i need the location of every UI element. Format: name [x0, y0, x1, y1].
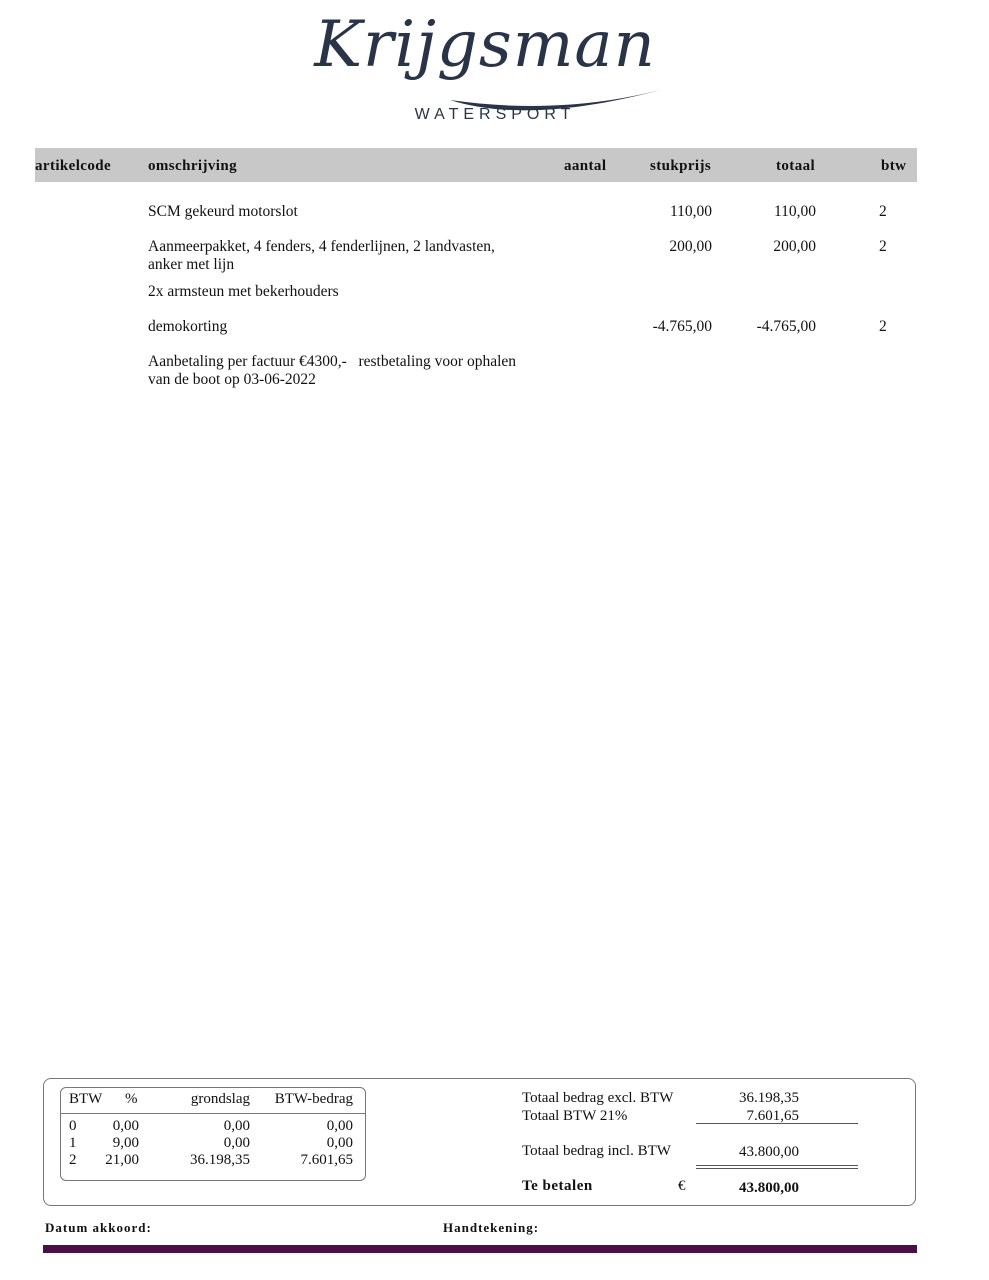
row-description-cont: van de boot op 03-06-2022 [148, 371, 316, 388]
vat-amount: 0,00 [326, 1118, 353, 1134]
total-excl-label: Totaal bedrag excl. BTW [522, 1090, 674, 1106]
row-description: SCM gekeurd motorslot [148, 203, 298, 220]
vat-amount: 0,00 [326, 1135, 353, 1151]
vat-header-base: grondslag [190, 1091, 250, 1107]
vat-amount: 7.601,65 [300, 1152, 353, 1168]
footer-bar [43, 1245, 917, 1253]
row-vat-code: 2 [879, 238, 887, 255]
vat-header-pct: % [125, 1091, 138, 1107]
row-description: Aanbetaling per factuur €4300,- restbetaling voor ophalen [148, 353, 517, 370]
total-excl-value: 36.198,35 [739, 1090, 799, 1106]
row-unit-price: 110,00 [669, 203, 712, 220]
total-incl-value: 43.800,00 [739, 1144, 799, 1160]
logo-wordmark: Krijgsman [314, 8, 656, 82]
approval-date-label: Datum akkoord: [45, 1220, 152, 1235]
vat-header-divider [61, 1113, 365, 1114]
row-vat-code: 2 [879, 318, 887, 335]
row-description-cont: anker met lijn [148, 256, 235, 273]
row-description: Aanmeerpakket, 4 fenders, 4 fenderlijnen, 2 landvasten, [148, 238, 495, 255]
header-artikelcode: artikelcode [35, 158, 112, 174]
subtotal-rule [696, 1123, 858, 1124]
vat-code: 2 [69, 1152, 77, 1168]
pay-label: Te betalen [522, 1178, 593, 1194]
header-omschrijving: omschrijving [148, 158, 237, 174]
header-aantal: aantal [564, 158, 607, 174]
signature-label: Handtekening: [443, 1220, 540, 1235]
total-vat-value: 7.601,65 [746, 1108, 799, 1124]
total-incl-label: Totaal bedrag incl. BTW [522, 1143, 671, 1159]
row-total: 200,00 [773, 238, 816, 255]
row-description: demokorting [148, 318, 228, 335]
vat-base: 0,00 [223, 1135, 250, 1151]
header-totaal: totaal [776, 158, 816, 174]
row-unit-price: 200,00 [669, 238, 712, 255]
row-total: 110,00 [773, 203, 816, 220]
vat-header-amount: BTW-bedrag [274, 1091, 353, 1107]
logo-subtitle: WATERSPORT [414, 106, 576, 123]
vat-pct: 0,00 [112, 1118, 139, 1134]
double-rule-bottom [696, 1168, 858, 1169]
row-unit-price: -4.765,00 [652, 318, 712, 335]
vat-pct: 9,00 [112, 1135, 139, 1151]
total-vat-label: Totaal BTW 21% [522, 1108, 628, 1124]
vat-base: 0,00 [223, 1118, 250, 1134]
currency-symbol: € [678, 1178, 686, 1194]
header-btw: btw [881, 158, 907, 174]
pay-value: 43.800,00 [739, 1180, 799, 1196]
vat-code: 0 [69, 1118, 77, 1134]
vat-header-code: BTW [69, 1091, 103, 1107]
row-total: -4.765,00 [756, 318, 816, 335]
company-logo [300, 8, 670, 132]
vat-pct: 21,00 [105, 1152, 139, 1168]
double-rule-top [696, 1165, 858, 1166]
row-vat-code: 2 [879, 203, 887, 220]
vat-base: 36.198,35 [190, 1152, 250, 1168]
vat-code: 1 [69, 1135, 77, 1151]
header-stukprijs: stukprijs [650, 158, 712, 174]
row-description: 2x armsteun met bekerhouders [148, 283, 339, 300]
